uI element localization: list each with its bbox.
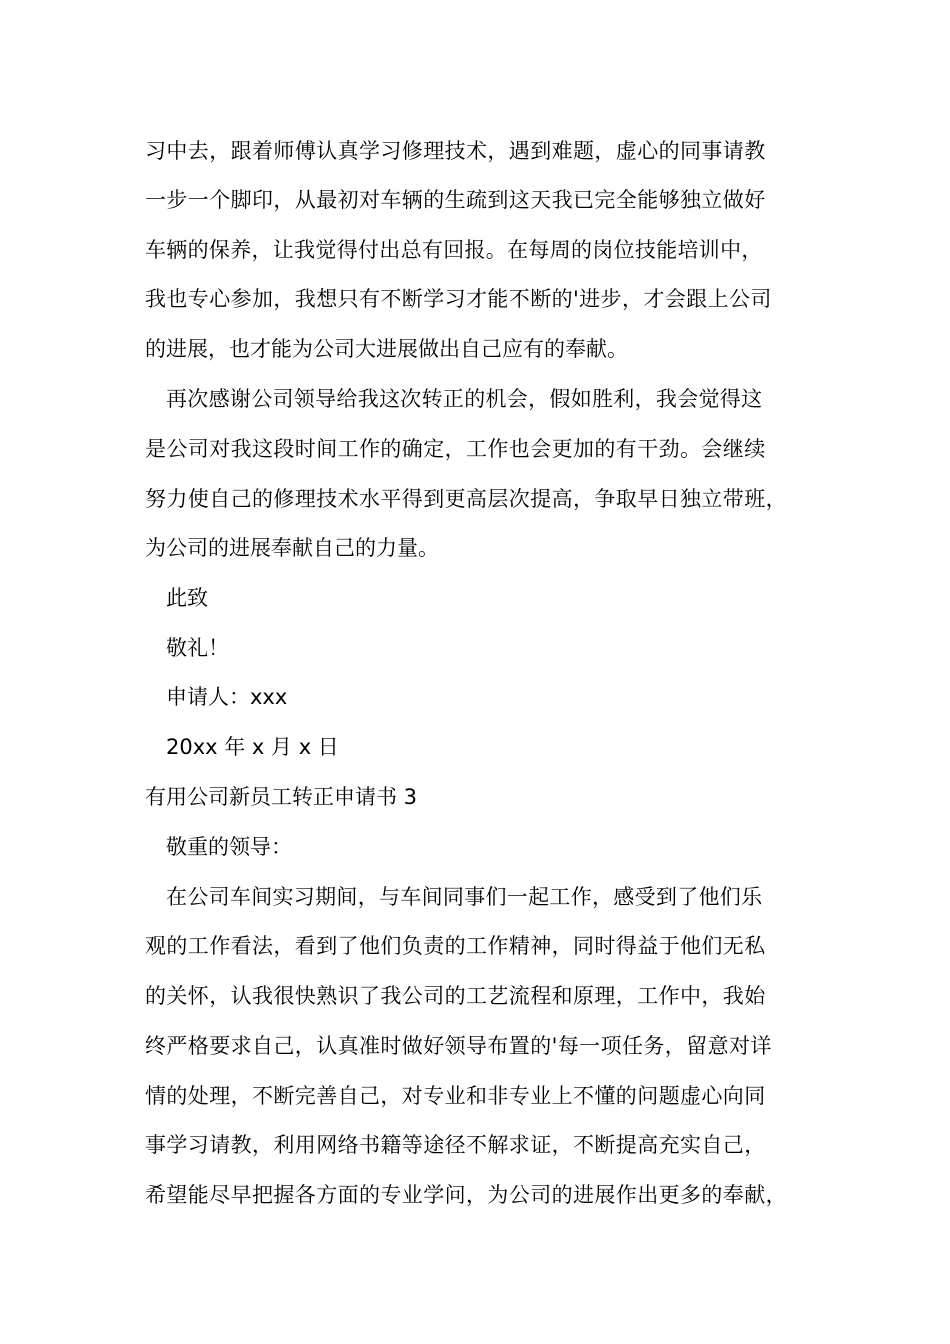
date-line: 20xx 年 x 月 x 日: [166, 735, 339, 759]
body-text-line: 努力使自己的修理技术水平得到更高层次提高，争取早日独立带班，: [145, 487, 787, 511]
body-text-line: 我也专心参加，我想只有不断学习才能不断的'进步，才会跟上公司: [145, 287, 772, 311]
salutation-line: 敬礼！: [166, 636, 229, 660]
section-title: 有用公司新员工转正申请书 3: [145, 785, 418, 809]
closing-line: 此致: [166, 586, 208, 610]
body-text-line: 的关怀，认我很快熟识了我公司的工艺流程和原理，工作中，我始: [145, 984, 766, 1008]
paragraph-first-line: 在公司车间实习期间，与车间同事们一起工作，感受到了他们乐: [166, 885, 763, 909]
paragraph-first-line: 再次感谢公司领导给我这次转正的机会，假如胜利，我会觉得这: [166, 387, 763, 411]
body-text-line: 的进展，也才能为公司大进展做出自己应有的奉献。: [145, 337, 628, 361]
body-text-line: 事学习请教，利用网络书籍等途径不解求证，不断提高充实自己，: [145, 1133, 766, 1157]
applicant-line: 申请人：xxx: [166, 685, 288, 709]
greeting-line: 敬重的领导：: [166, 835, 292, 859]
body-text-line: 为公司的进展奉献自己的力量。: [145, 536, 439, 560]
body-text-line: 是公司对我这段时间工作的确定，工作也会更加的有干劲。会继续: [145, 437, 766, 461]
body-text-line: 情的处理，不断完善自己，对专业和非专业上不懂的问题虚心向同: [145, 1084, 766, 1108]
body-text-line: 终严格要求自己，认真准时做好领导布置的'每一项任务，留意对详: [145, 1034, 772, 1058]
body-text-line: 希望能尽早把握各方面的专业学问，为公司的进展作出更多的奉献，: [145, 1183, 787, 1207]
body-text-line: 一步一个脚印，从最初对车辆的生疏到这天我已完全能够独立做好: [145, 188, 766, 212]
body-text-line: 车辆的保养，让我觉得付出总有回报。在每周的岗位技能培训中，: [145, 238, 763, 262]
body-text-line: 观的工作看法，看到了他们负责的工作精神，同时得益于他们无私: [145, 934, 766, 958]
body-text-line: 习中去，跟着师傅认真学习修理技术，遇到难题，虚心的同事请教: [145, 139, 766, 163]
